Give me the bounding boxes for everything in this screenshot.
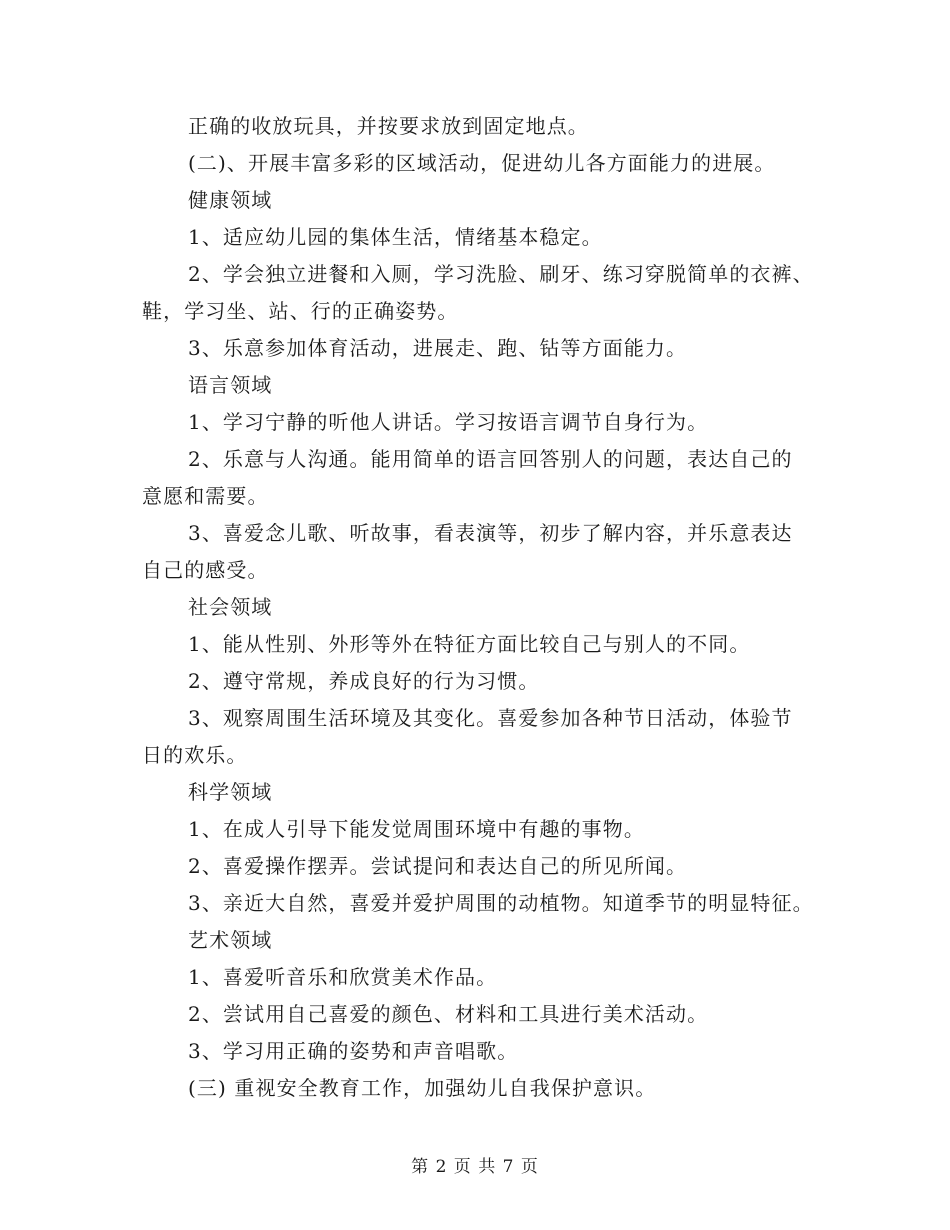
text-line: 1、在成人引导下能发觉周围环境中有趣的事物。 <box>188 817 645 841</box>
text-line: 2、尝试用自己喜爱的颜色、材料和工具进行美术活动。 <box>188 1002 709 1026</box>
text-line: 3、喜爱念儿歌、听故事，看表演等，初步了解内容，并乐意表达 <box>188 521 793 545</box>
subsection-heading: 艺术领域 <box>188 928 273 952</box>
text-line: 2、喜爱操作摆弄。尝试提问和表达自己的所见所闻。 <box>188 854 688 878</box>
subsection-heading: 社会领域 <box>188 595 273 619</box>
text-line: 鞋，学习坐、站、行的正确姿势。 <box>142 299 459 323</box>
text-line: 日的欢乐。 <box>142 743 248 767</box>
text-line: 意愿和需要。 <box>142 484 269 508</box>
text-line: 3、乐意参加体育活动，进展走、跑、钻等方面能力。 <box>188 336 688 360</box>
text-line: 3、亲近大自然，喜爱并爱护周围的动植物。知道季节的明显特征。 <box>188 891 814 915</box>
page-number-footer: 第 2 页 共 7 页 <box>411 1157 539 1177</box>
text-line: 3、观察周围生活环境及其变化。喜爱参加各种节日活动，体验节 <box>188 706 793 730</box>
subsection-heading: 健康领域 <box>188 188 273 212</box>
section-heading: (二)、开展丰富多彩的区域活动，促进幼儿各方面能力的进展。 <box>188 151 776 175</box>
text-line: 2、遵守常规，养成良好的行为习惯。 <box>188 669 540 693</box>
text-line: 自己的感受。 <box>142 558 269 582</box>
subsection-heading: 科学领域 <box>188 780 273 804</box>
text-line: 3、学习用正确的姿势和声音唱歌。 <box>188 1039 519 1063</box>
text-line: 1、能从性别、外形等外在特征方面比较自己与别人的不同。 <box>188 632 751 656</box>
text-line: 1、适应幼儿园的集体生活，情绪基本稳定。 <box>188 225 603 249</box>
text-line: 1、学习宁静的听他人讲话。学习按语言调节自身行为。 <box>188 410 709 434</box>
section-heading: (三) 重视安全教育工作，加强幼儿自我保护意识。 <box>188 1076 657 1100</box>
text-line: 2、乐意与人沟通。能用简单的语言回答别人的问题，表达自己的 <box>188 447 793 471</box>
subsection-heading: 语言领域 <box>188 373 273 397</box>
text-line: 1、喜爱听音乐和欣赏美术作品。 <box>188 965 498 989</box>
text-line: 正确的收放玩具，并按要求放到固定地点。 <box>188 114 589 138</box>
text-line: 2、学会独立进餐和入厕，学习洗脸、刷牙、练习穿脱简单的衣裤、 <box>188 262 814 286</box>
